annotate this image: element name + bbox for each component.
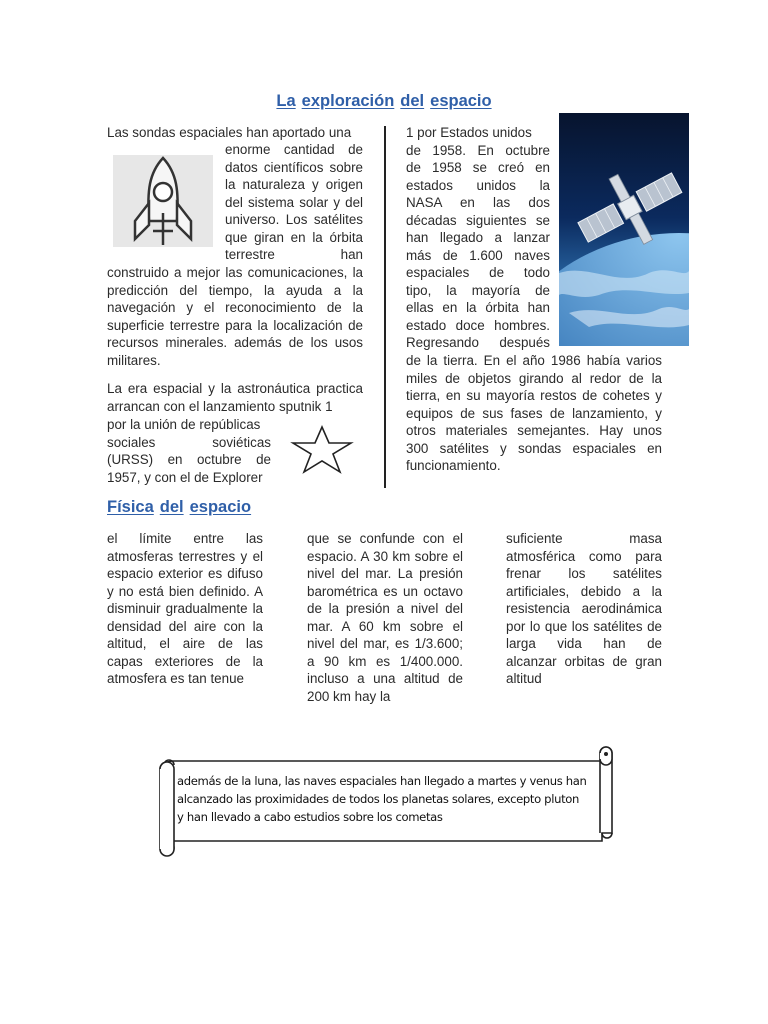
- scroll-banner: [155, 745, 615, 857]
- title-word: espacio: [430, 92, 492, 110]
- left-p1-wrap: [225, 141, 363, 264]
- text-line: más de 1.600 naves: [406, 247, 550, 263]
- text-line: estados unidos la: [406, 177, 550, 193]
- text-line: estado doce hombres.: [406, 317, 550, 333]
- text-line: décadas siguientes se: [406, 212, 550, 228]
- title-word: La: [276, 92, 296, 110]
- section-title-word: espacio: [189, 498, 252, 516]
- column-1: el límite entre las atmosferas terrestres y el espacio exterior es difuso y no está bien definido. A disminuir gradualmente la densidad del aire con la altitud, el aire de las capas exteriores de la atmosfera es tan tenue: [107, 531, 263, 686]
- section-title: [107, 498, 251, 517]
- column-divider: [384, 126, 386, 488]
- text-line: del sistema solar y del: [225, 194, 363, 210]
- scroll-line: y han llevado a cabo estudios sobre los cometas: [177, 810, 443, 824]
- text-line: terrestre han: [225, 247, 363, 262]
- column-2: que se confunde con el espacio. A 30 km sobre el nivel del mar. La presión barométrica es un octavo de la presión a nivel del mar. A 60 km sobre el nivel del mar, es 1/3.600; a 90 km es 1/400.000. incluso a una altitud de 200 km hay la: [307, 531, 463, 704]
- text-line: espaciales de todo: [406, 265, 550, 280]
- star-icon: [290, 425, 354, 480]
- section-title-word: Física: [107, 498, 154, 516]
- page-title: [0, 92, 768, 111]
- left-p2-wrap: [107, 416, 271, 486]
- scroll-text: [177, 772, 597, 826]
- right-col-rest: de la tierra. En el año 1986 había varios miles de objetos girando al redor de la tierra, en su mayoría restos de cohetes y equipos de sus fases de lanzamiento, y otros materiales semejantes. Hay unos 300 satélites y sondas espaciales en funcionamiento.: [406, 353, 662, 473]
- left-p1-lead: Las sondas espaciales han aportado una: [107, 125, 352, 140]
- text-line: universo. Los satélites: [225, 212, 363, 227]
- scroll-line: además de la luna, las naves espaciales han llegado a martes y venus han: [177, 774, 587, 788]
- left-p2-lead: La era espacial y la astronáutica practica arrancan con el lanzamiento sputnik 1: [107, 381, 363, 414]
- right-col-wrap: [406, 124, 550, 352]
- scroll-line: alcanzado las proximidades de todos los planetas solares, excepto pluton: [177, 792, 580, 806]
- text-line: Regresando después: [406, 335, 550, 350]
- title-word: exploración: [301, 92, 395, 110]
- text-line: de 1958. En octubre: [406, 142, 550, 158]
- text-line: ellas en la órbita han: [406, 300, 550, 315]
- column-3: suficiente masa atmosférica como para frenar los satélites artificiales, debido a la resistencia aerodinámica por lo que los satélites de larga vida han de alcanzar orbitas de gran altitud: [506, 531, 662, 686]
- text-line: 1 por Estados unidos: [406, 125, 532, 140]
- text-line: (URSS) en octubre de: [107, 452, 271, 467]
- text-line: datos científicos sobre: [225, 159, 363, 175]
- text-line: han llegado a lanzar: [406, 230, 550, 245]
- text-line: 1957, y con el de Explorer: [107, 469, 263, 485]
- text-line: NASA en las dos: [406, 195, 550, 210]
- section-title-word: del: [159, 498, 184, 516]
- rocket-icon: [113, 155, 213, 247]
- text-line: tipo, la mayoría de: [406, 282, 550, 298]
- text-line: de 1958 se creó en: [406, 160, 550, 175]
- text-line: enorme cantidad de: [225, 142, 363, 157]
- satellite-photo: [559, 113, 689, 346]
- text-line: por la unión de repúblicas: [107, 417, 261, 432]
- left-p1-rest: construido a mejor las comunicaciones, la predicción del tiempo, la ayuda a la navegación y el reconocimiento de la superficie terrestre para la localización de recursos minerales. además de los usos militares.: [107, 265, 363, 368]
- text-line: que giran en la órbita: [225, 229, 363, 245]
- title-word: del: [400, 92, 425, 110]
- text-line: sociales soviéticas: [107, 434, 271, 450]
- text-line: la naturaleza y origen: [225, 177, 363, 192]
